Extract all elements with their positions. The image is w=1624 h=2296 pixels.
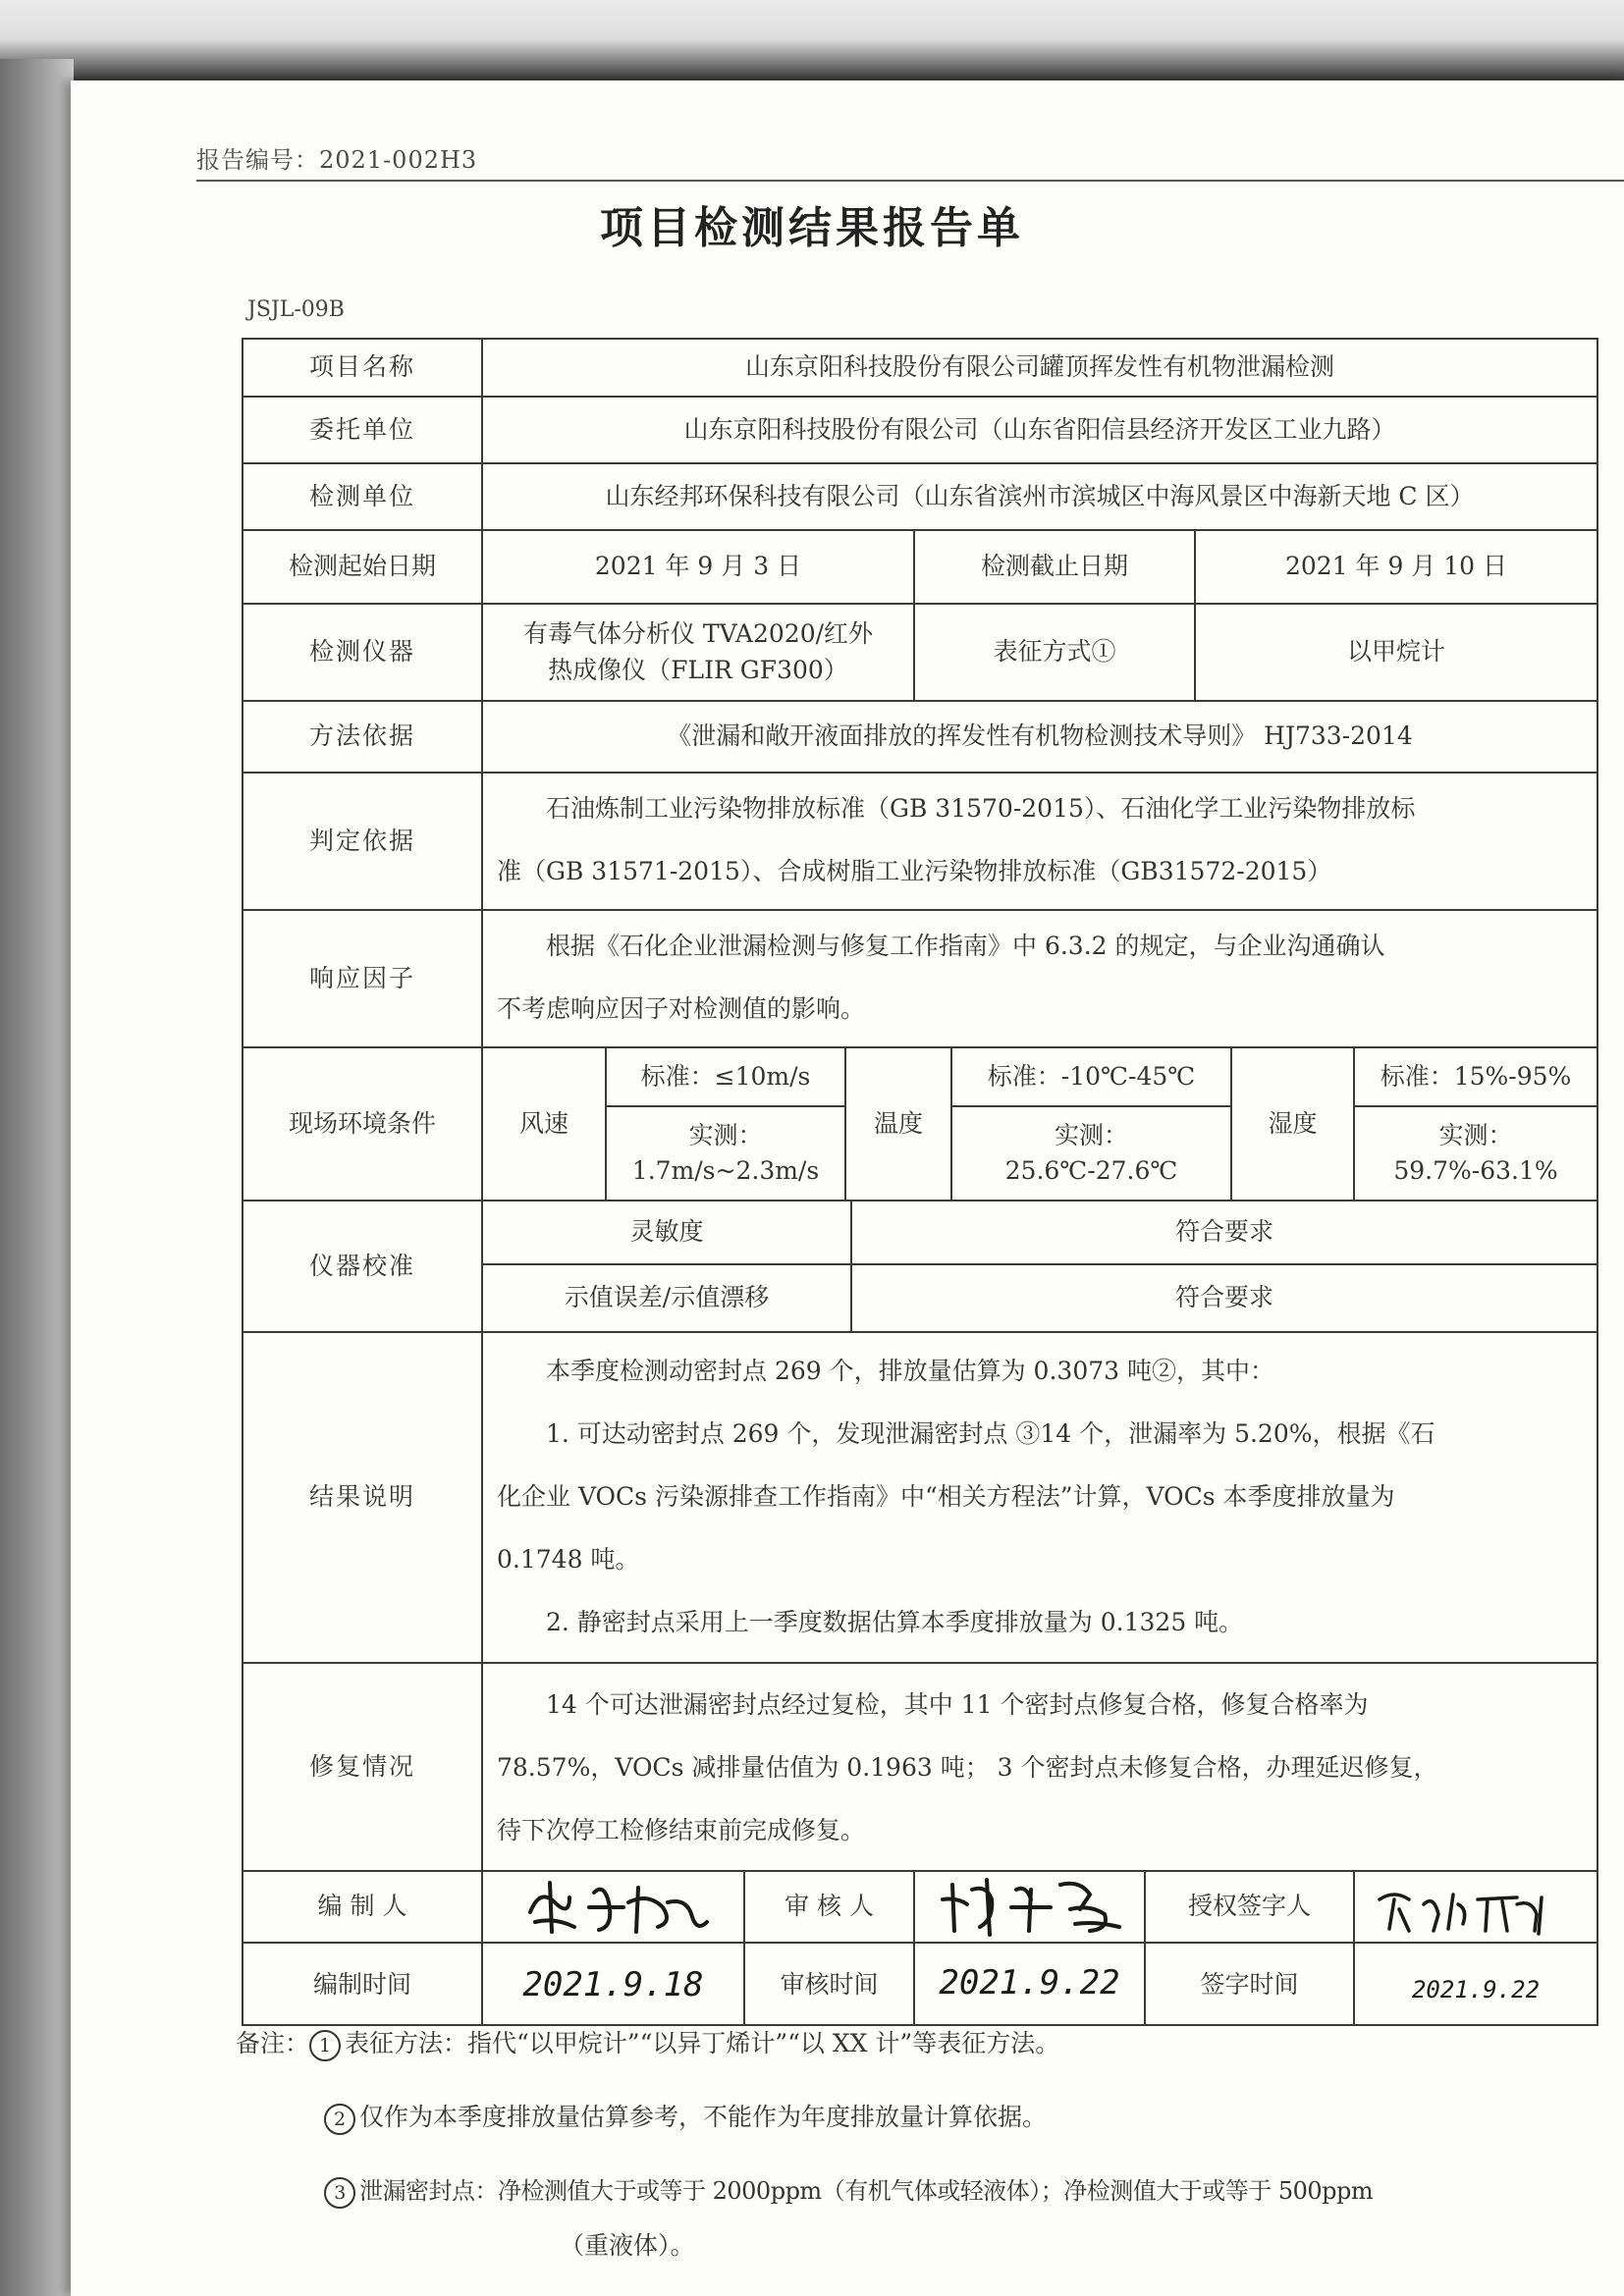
instrument-line-2: 热成像仪（FLIR GF300） [548, 655, 848, 684]
note-3-continuation: （重液体）。 [560, 2231, 695, 2260]
note-2 [324, 2098, 1047, 2135]
sign-time-label: 签字时间 [1200, 1969, 1299, 1999]
note-3-text: 泄漏密封点：净检测值大于或等于 2000ppm（有机气体或轻液体）；净检测值大于或等于 500ppm [359, 2177, 1374, 2205]
results-line-2: 1. 可达动密封点 269 个，发现泄漏密封点 ③14 个，泄漏率为 5.20%，根据《石 [546, 1419, 1435, 1448]
reviewer-label: 审 核 人 [785, 1892, 874, 1921]
results-line-1: 本季度检测动密封点 269 个，排放量估算为 0.3073 吨②，其中： [546, 1357, 1274, 1385]
repair-label: 修复情况 [308, 1751, 415, 1781]
repair-text [497, 1674, 1587, 1862]
prep-date: 2021.9.18 [522, 1965, 704, 2005]
review-time-label: 审核时间 [780, 1969, 879, 1999]
characterization-label: 表征方式① [993, 637, 1116, 667]
client-value: 山东京阳科技股份有限公司（山东省阳信县经济开发区工业九路） [683, 414, 1396, 444]
temp-measured [952, 1107, 1230, 1200]
wind-label: 风速 [518, 1108, 568, 1138]
error-value: 符合要求 [1174, 1283, 1273, 1312]
start-date-label: 检测起始日期 [288, 552, 436, 581]
form-code: JSJL-09B [247, 297, 345, 322]
criteria-text [497, 777, 1587, 903]
temp-measured-label: 实测： [1054, 1120, 1128, 1149]
lab-value: 山东经邦环保科技有限公司（山东省滨州市滨城区中海风景区中海新天地 C 区） [605, 481, 1475, 510]
sign-date: 2021.9.22 [1411, 1975, 1541, 2003]
note-2-marker: 2 [324, 2104, 355, 2135]
wind-measured-value: 1.7m/s~2.3m/s [631, 1156, 820, 1185]
results-line-3: 化企业 VOCs 污染源排查工作指南》中“相关方程法”计算，VOCs 本季度排放量为 [497, 1482, 1395, 1511]
note-1-text: 表征方法：指代“以甲烷计”“以异丁烯计”“以 XX 计”等表征方法。 [345, 2029, 1060, 2057]
instrument-line-1: 有毒气体分析仪 TVA2020/红外 [522, 619, 874, 649]
end-date-label: 检测截止日期 [980, 552, 1128, 581]
note-3-marker: 3 [324, 2177, 355, 2209]
instrument-value [483, 605, 913, 700]
results-line-4: 0.1748 吨。 [497, 1545, 640, 1574]
preparer-label: 编 制 人 [317, 1892, 407, 1921]
wind-standard: 标准：≤10m/s [640, 1061, 811, 1091]
temp-standard: 标准：-10℃-45℃ [987, 1061, 1196, 1091]
criteria-line-1: 石油炼制工业污染物排放标准（GB 31570-2015）、石油化学工业污染物排放标 [546, 794, 1416, 823]
wind-measured [607, 1107, 844, 1200]
response-line-2: 不考虑响应因子对检测值的影响。 [497, 994, 866, 1023]
criteria-line-2: 准（GB 31571-2015）、合成树脂工业污染物排放标准（GB31572-2015） [497, 857, 1332, 885]
criteria-label: 判定依据 [308, 826, 415, 855]
lab-label: 检测单位 [308, 481, 415, 510]
project-name-value: 山东京阳科技股份有限公司罐顶挥发性有机物泄漏检测 [744, 352, 1334, 382]
humidity-standard: 标准：15%-95% [1380, 1061, 1572, 1091]
env-label: 现场环境条件 [288, 1108, 436, 1138]
page-title: 项目检测结果报告单 [600, 203, 1024, 253]
note-3 [324, 2171, 1373, 2209]
sensitivity-label: 灵敏度 [629, 1217, 704, 1247]
note-2-text: 仅作为本季度排放量估算参考，不能作为年度排放量计算依据。 [359, 2103, 1048, 2131]
project-name-label: 项目名称 [308, 352, 415, 382]
note-1 [236, 2024, 1059, 2061]
method-value: 《泄漏和敞开液面排放的挥发性有机物检测技术导则》 HJ733-2014 [667, 721, 1413, 751]
response-label: 响应因子 [308, 963, 415, 992]
repair-line-2: 78.57%，VOCs 减排量估值为 0.1963 吨； 3 个密封点未修复合格，办理延迟修复， [497, 1753, 1438, 1782]
error-label: 示值误差/示值漂移 [564, 1283, 770, 1312]
temp-measured-value: 25.6℃-27.6℃ [1004, 1156, 1178, 1185]
scan-top-shadow [0, 0, 1624, 93]
method-label: 方法依据 [308, 721, 415, 751]
end-date-value: 2021 年 9 月 10 日 [1284, 552, 1508, 581]
authorizer-signature [1370, 1880, 1586, 1939]
response-text [497, 915, 1587, 1041]
calibration-label: 仪器校准 [308, 1251, 415, 1280]
start-date-value: 2021 年 9 月 3 日 [594, 552, 802, 581]
response-line-1: 根据《石化企业泄漏检测与修复工作指南》中 6.3.2 的规定，与企业沟通确认 [546, 932, 1385, 960]
results-text [497, 1340, 1587, 1654]
wind-measured-label: 实测： [688, 1120, 763, 1149]
note-1-marker: 1 [309, 2030, 341, 2061]
authorizer-label: 授权签字人 [1187, 1892, 1311, 1921]
temp-label: 温度 [873, 1108, 923, 1138]
header-rule [196, 180, 1624, 182]
sensitivity-value: 符合要求 [1174, 1217, 1273, 1247]
characterization-value: 以甲烷计 [1346, 637, 1445, 667]
repair-line-1: 14 个可达泄漏密封点经过复检，其中 11 个密封点修复合格，修复合格率为 [546, 1690, 1369, 1719]
client-label: 委托单位 [308, 414, 415, 444]
humidity-measured-value: 59.7%-63.1% [1393, 1156, 1558, 1185]
prep-time-label: 编制时间 [312, 1969, 411, 1999]
results-label: 结果说明 [308, 1482, 415, 1512]
repair-line-3: 待下次停工检修结束前完成修复。 [497, 1816, 866, 1844]
humidity-measured-label: 实测： [1438, 1120, 1513, 1149]
report-number: 报告编号：2021-002H3 [196, 146, 478, 174]
instrument-label: 检测仪器 [308, 637, 415, 667]
humidity-label: 湿度 [1268, 1108, 1318, 1138]
results-line-5: 2. 静密封点采用上一季度数据估算本季度排放量为 0.1325 吨。 [546, 1608, 1244, 1636]
humidity-measured [1355, 1107, 1597, 1200]
scan-left-edge [0, 59, 74, 2296]
review-date: 2021.9.22 [939, 1963, 1120, 2003]
reviewer-signature [933, 1870, 1139, 1941]
preparer-signature [511, 1873, 727, 1942]
notes-prefix: 备注： [236, 2029, 310, 2057]
